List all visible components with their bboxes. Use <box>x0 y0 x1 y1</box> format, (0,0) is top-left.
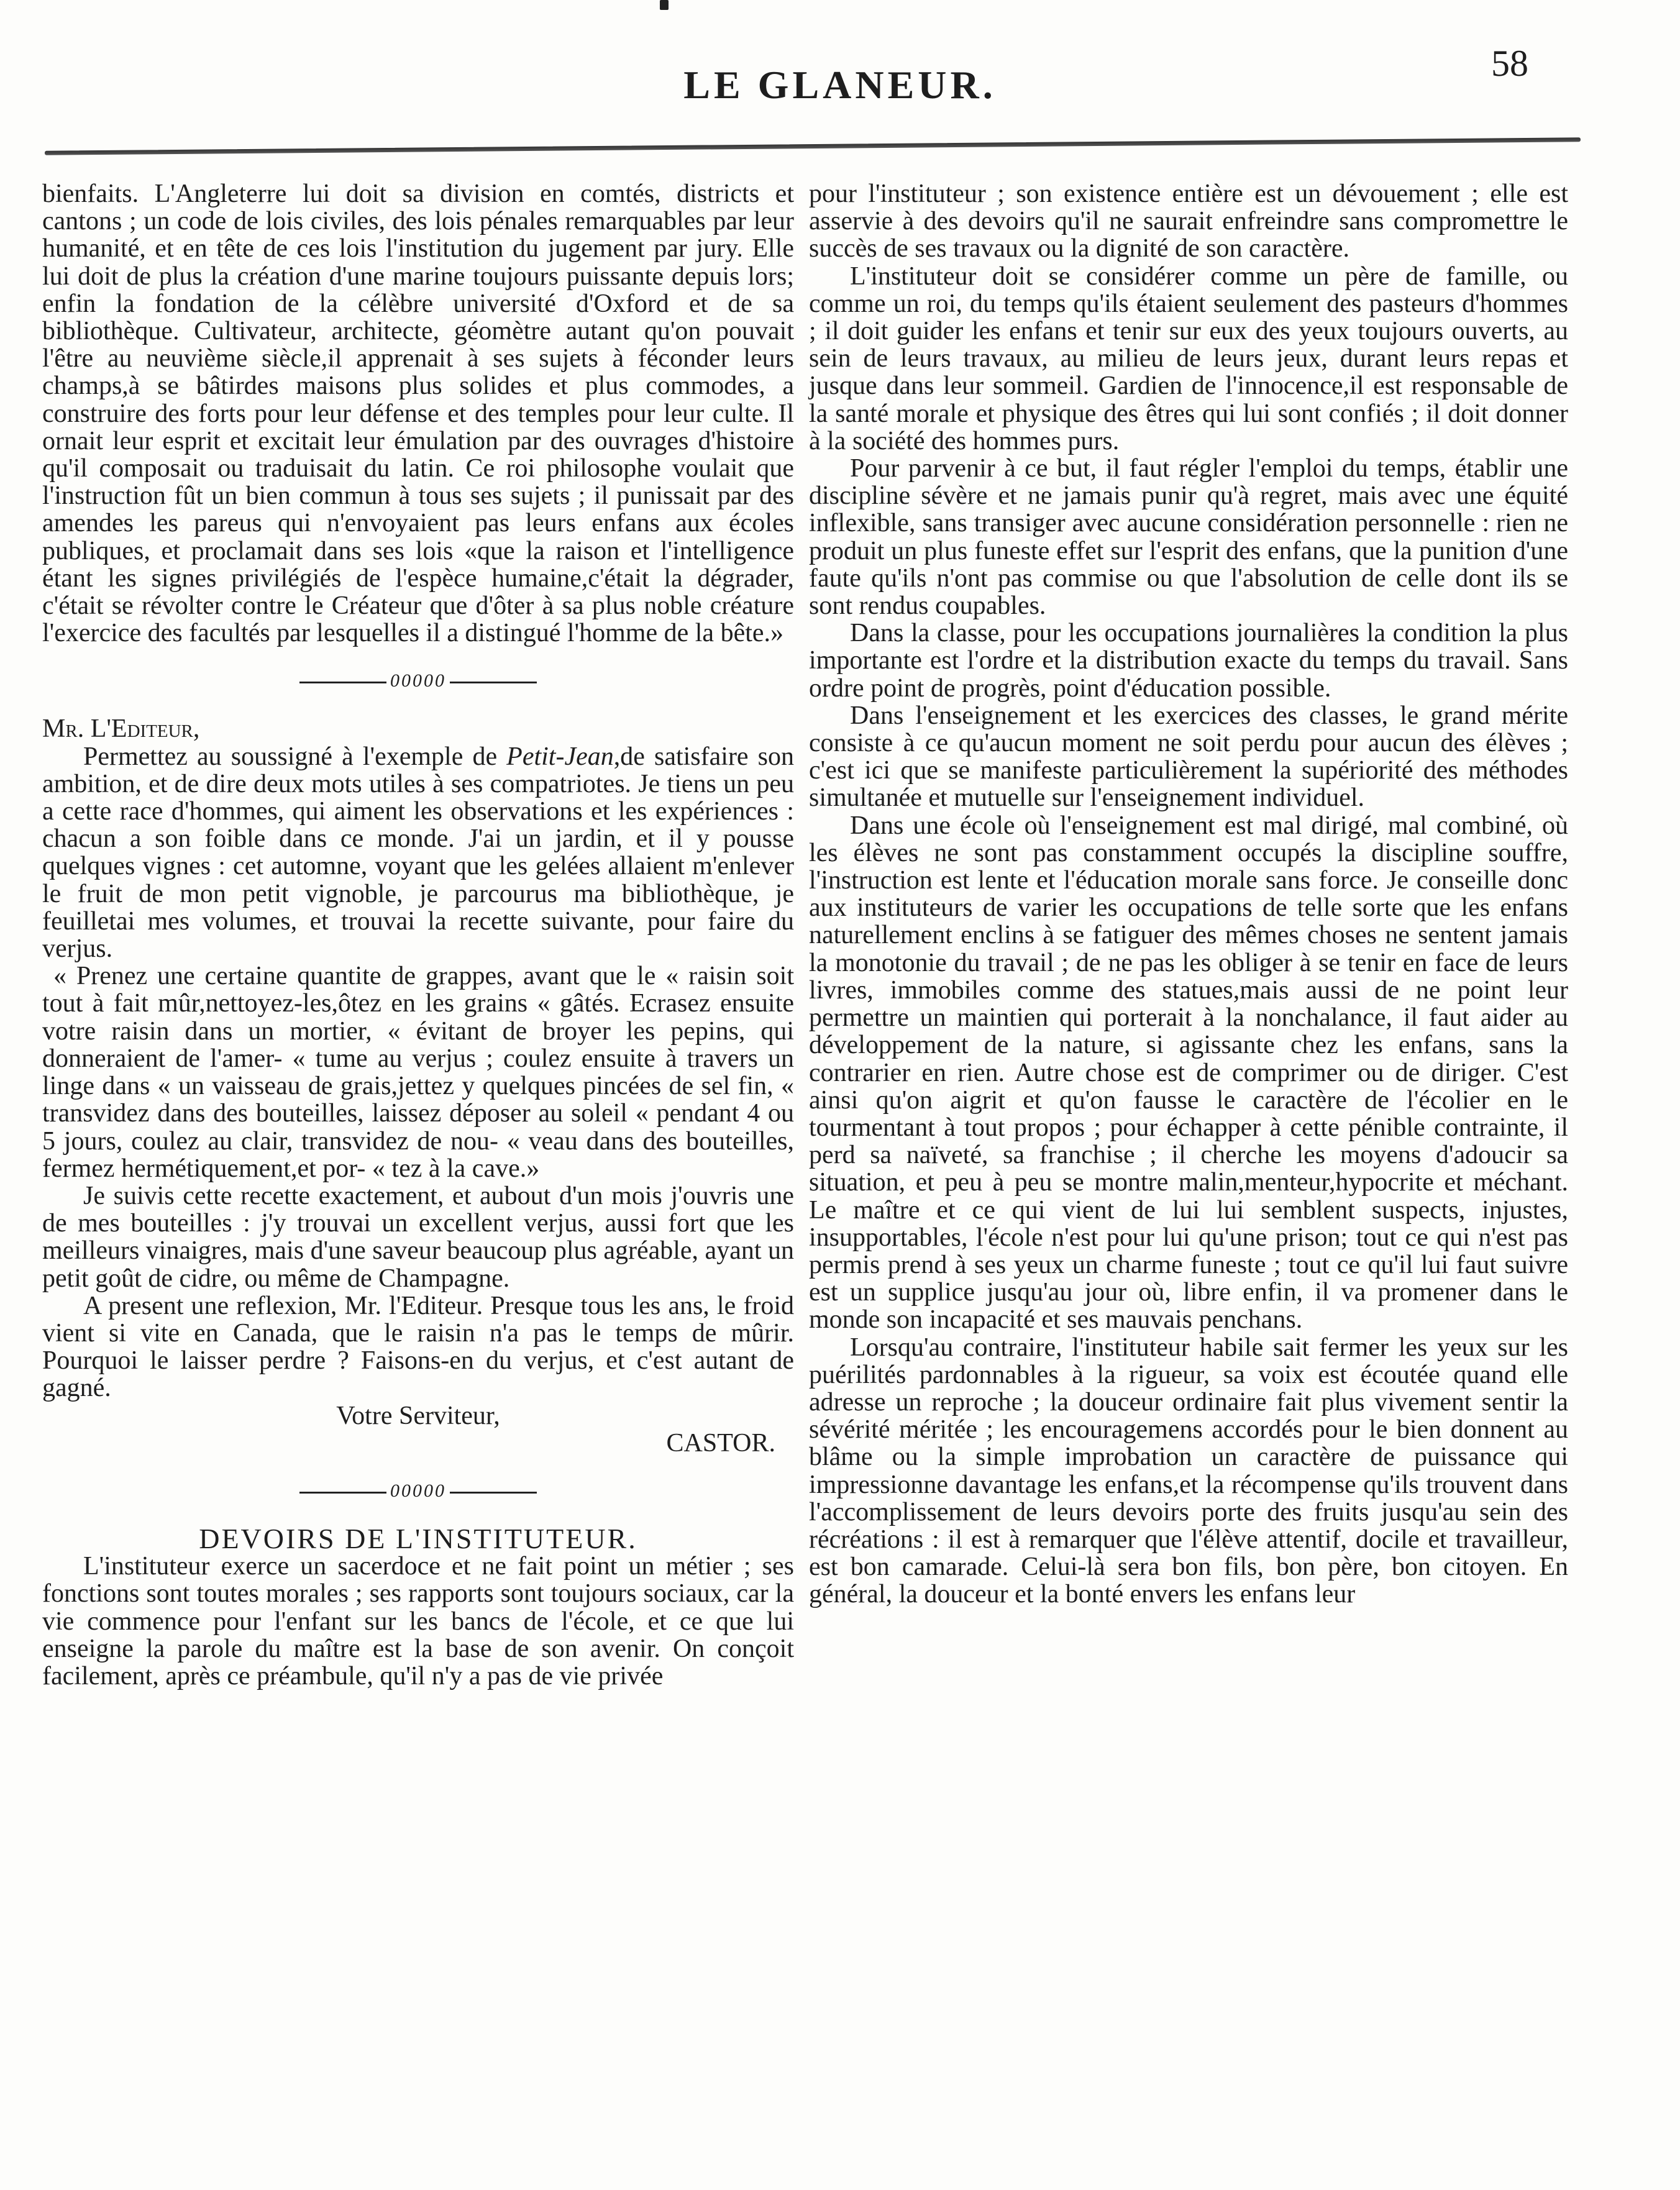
article-paragraph: Lorsqu'au contraire, l'instituteur habile sait fermer les yeux sur les puérilités pardonnables à la rigueur, sa voix est écoutée quand elle adresse un reproche ; la douceur ordinaire fait plus vivement sentir la sévérité méritée ; les encouragemens accordés pour le bien donnent au blâme ou la simple improbation un caractère de puissance qui impressionne davantage les enfans,et la récompense qu'ils trouvent dans l'accomplissement de leurs devoirs porte des fruits jusqu'au sein des récréations : il est à remarquer que l'élève attentif, docile et travailleur, est bon camarade. Celui-là sera bon fils, bon père, bon citoyen. En général, la douceur et la bonté envers les enfans leur <box>809 1333 1568 1609</box>
letter-paragraph-result: Je suivis cette recette exactement, et aubout d'un mois j'ouvris une de mes bouteilles : j'y trouvai un excellent verjus, aussi fort que les meilleurs vinaigres, mais d'une saveur beaucoup plus agréable, ayant un petit goût de cidre, ou même de Champagne. <box>42 1181 795 1293</box>
article-paragraph: Pour parvenir à ce but, il faut régler l'emploi du temps, établir une discipline sévère et ne jamais punir qu'à regret, mais avec une équité inflexible, sans transiger avec aucune considération personnelle : rien ne produit un plus funeste effet sur l'esprit des enfans, que la punition d'une faute qu'ils n'ont pas commise ou que l'absolution de celle dont ils se sont rendus coupables. <box>809 454 1568 621</box>
article-paragraph: Dans une école où l'enseignement est mal dirigé, mal combiné, où les élèves ne sont pas constamment occupés la discipline souffre, l'instruction est lente et l'éducation morale sans force. Je conseille donc aux instituteurs de varier les occupations de telle sorte que les enfans naturellement enclins à se fatiguer des mêmes choses ne sentent jamais la monotonie du travail ; de ne pas les obliger à se tenir en face de leurs livres, immobiles comme des statues,mais aussi de ne point leur permettre un maintien qui porterait à la nonchalance, il faut aider au développement de la nature, si agissante chez les enfans, sans la contrarier en rien. Autre chose est de comprimer ou de diriger. C'est ainsi qu'on aigrit et qu'on fausse le caractère de l'écolier en le tourmentant à tout propos ; pour échapper à cette pénible contrainte, il perd sa naïveté, sa franchise ; il cherche les moyens d'adoucir sa situation, et peu à peu se montre malin,menteur,hypocrite et méchant. Le maître et ce qui vient de lui lui semblent suspects, injustes, insupportables, l'école n'est pour lui qu'une prison; tout ce qui n'est pas permis prend à ses yeux un charme funeste ; tout ce qu'il lui faut suivre est un supplice jusqu'au jour où, libre enfin, il va promener dans le monde son incapacité et ses mauvais penchans. <box>809 811 1568 1335</box>
right-column <box>809 180 1568 1608</box>
letter-closing: Votre Serviteur, <box>336 1401 500 1430</box>
alfred-paragraph: bienfaits. L'Angleterre lui doit sa division en comtés, districts et cantons ; un code de lois civiles, des lois pénales remarquables par leur humanité, et en tête de ces lois l'institution du jugement par jury. Elle lui doit de plus la création d'une marine toujours puissante depuis lors; enfin la fondation de la célèbre université d'Oxford et de sa bibliothèque. Cultivateur, architecte, géomètre autant qu'on pouvait l'être au neuvième siècle,il apprenait à ses sujets à féconder leurs champs,à se bâtirdes maisons plus solides et plus commodes, a construire des forts pour leur défense et des temples pour leur culte. Il ornait leur esprit et excitait leur émulation par des ouvrages d'histoire qu'il composait ou traduisait du latin. Ce roi philosophe voulait que l'instruction fût un bien commun à tous ses sujets ; il punissait par des amendes les pareus qui n'envoyaient pas leurs enfans aux écoles publiques, et proclamait dans ses lois «que la raison et l'intelligence étant les signes privilégiés de l'espèce humaine,c'était la dégrader, c'était se révolter contre le Créateur que d'ôter à sa plus noble créature l'exercice des facultés par lesquelles il a distingué l'homme de la bête.» <box>42 180 794 648</box>
letter-signature: CASTOR. <box>666 1428 775 1458</box>
letter-salutation: Mr. L'Editeur, <box>42 714 200 744</box>
divider-label: 00000 <box>390 670 446 691</box>
article-paragraph: pour l'instituteur ; son existence entière est un dévouement ; elle est asservie à des devoirs qu'il ne saurait enfreindre sans compromettre le succès de ses travaux ou la dignité de son caractère. <box>809 180 1568 263</box>
article-paragraph: L'instituteur exerce un sacerdoce et ne fait point un métier ; ses fonctions sont toutes morales ; ses rapports sont toujours sociaux, car la vie commence pour l'enfant sur les bancs de l'école, et ce que lui enseigne la parole du maître est la base de son avenir. On conçoit facilement, après ce préambule, qu'il n'y a pas de vie privée <box>42 1552 794 1690</box>
header-rule <box>45 137 1581 155</box>
recipe-quote: « Prenez une certaine quantite de grappes, avant que le « raisin soit tout à fait mûr,nettoyez-les,ôtez en les grains « gâtés. Ecrasez ensuite votre raisin dans un mortier, « évitant de broyer les pepins, qui donneraient de l'amer- « tume au verjus ; coulez ensuite à travers un linge dans « un vaisseau de grais,jettez y quelques pincées de sel fin, « transvidez dans des bouteilles, laissez déposer au soleil « pendant 4 ou 5 jours, coulez au clair, transvidez de nou- « veau dans des bouteilles, fermez hermétiquement,et por- « tez à la cave.» <box>42 962 794 1183</box>
letter-text-italic: Petit-Jean <box>506 742 614 771</box>
letter-text-rest: ,de satisfaire son ambition, et de dire deux mots utiles à ses compatriotes. Je tiens un peu a cette race d'hommes, qui aiment les observations et les expériences : chacun a son foible dans ce monde. J'ai un jardin, et il y pousse quelques vignes : cet automne, voyant que les gelées allaient m'enlever le fruit de mon petit vignoble, je parcourus ma bibliothèque, je feuilletai mes volumes, et trouvai la recette suivante, pour faire du verjus. <box>42 742 794 964</box>
divider-label: 00000 <box>390 1480 446 1501</box>
letter-text-start: Permettez au soussigné à l'exemple de <box>83 742 507 771</box>
section-divider <box>42 647 794 715</box>
page-title: LE GLANEUR. <box>683 63 997 107</box>
printer-mark <box>660 0 669 10</box>
article-paragraph: Dans l'enseignement et les exercices des classes, le grand mérite consiste à ce qu'aucun moment ne soit perdu pour aucun des élèves ; c'est ici que se manifeste particulièrement la supériorité des méthodes simultanée et mutuelle sur l'enseignement individuel. <box>809 701 1568 813</box>
article-paragraph: L'instituteur doit se considérer comme un père de famille, ou comme un roi, du temps qu'ils étaient seulement des pasteurs d'hommes ; il doit guider les enfans et tenir sur eux des yeux toujours ouverts, au sein de leurs travaux, au milieu de leurs jeux, durant leurs repas et jusque dans leur sommeil. Gardien de l'innocence,il est responsable de la santé morale et physique des êtres qui lui sont confiés ; il doit donner à la société des hommes purs. <box>809 262 1568 455</box>
page-number: 58 <box>1491 43 1528 84</box>
section-divider <box>42 1457 794 1525</box>
letter-paragraph <box>42 743 794 963</box>
letter-paragraph-reflection: A present une reflexion, Mr. l'Editeur. Presque tous les ans, le froid vient si vite en Canada, que le raisin n'a pas le temps de mûrir. Pourquoi le laisser perdre ? Faisons-en du verjus, et c'est autant de gagné. <box>42 1291 794 1403</box>
article-paragraph: Dans la classe, pour les occupations journalières la condition la plus importante est l'ordre et la distribution exacte du temps du travail. Sans ordre point de progrès, point d'éducation possible. <box>809 619 1568 703</box>
left-column <box>42 180 794 1690</box>
article-heading: DEVOIRS DE L'INSTITUTEUR. <box>199 1522 637 1554</box>
